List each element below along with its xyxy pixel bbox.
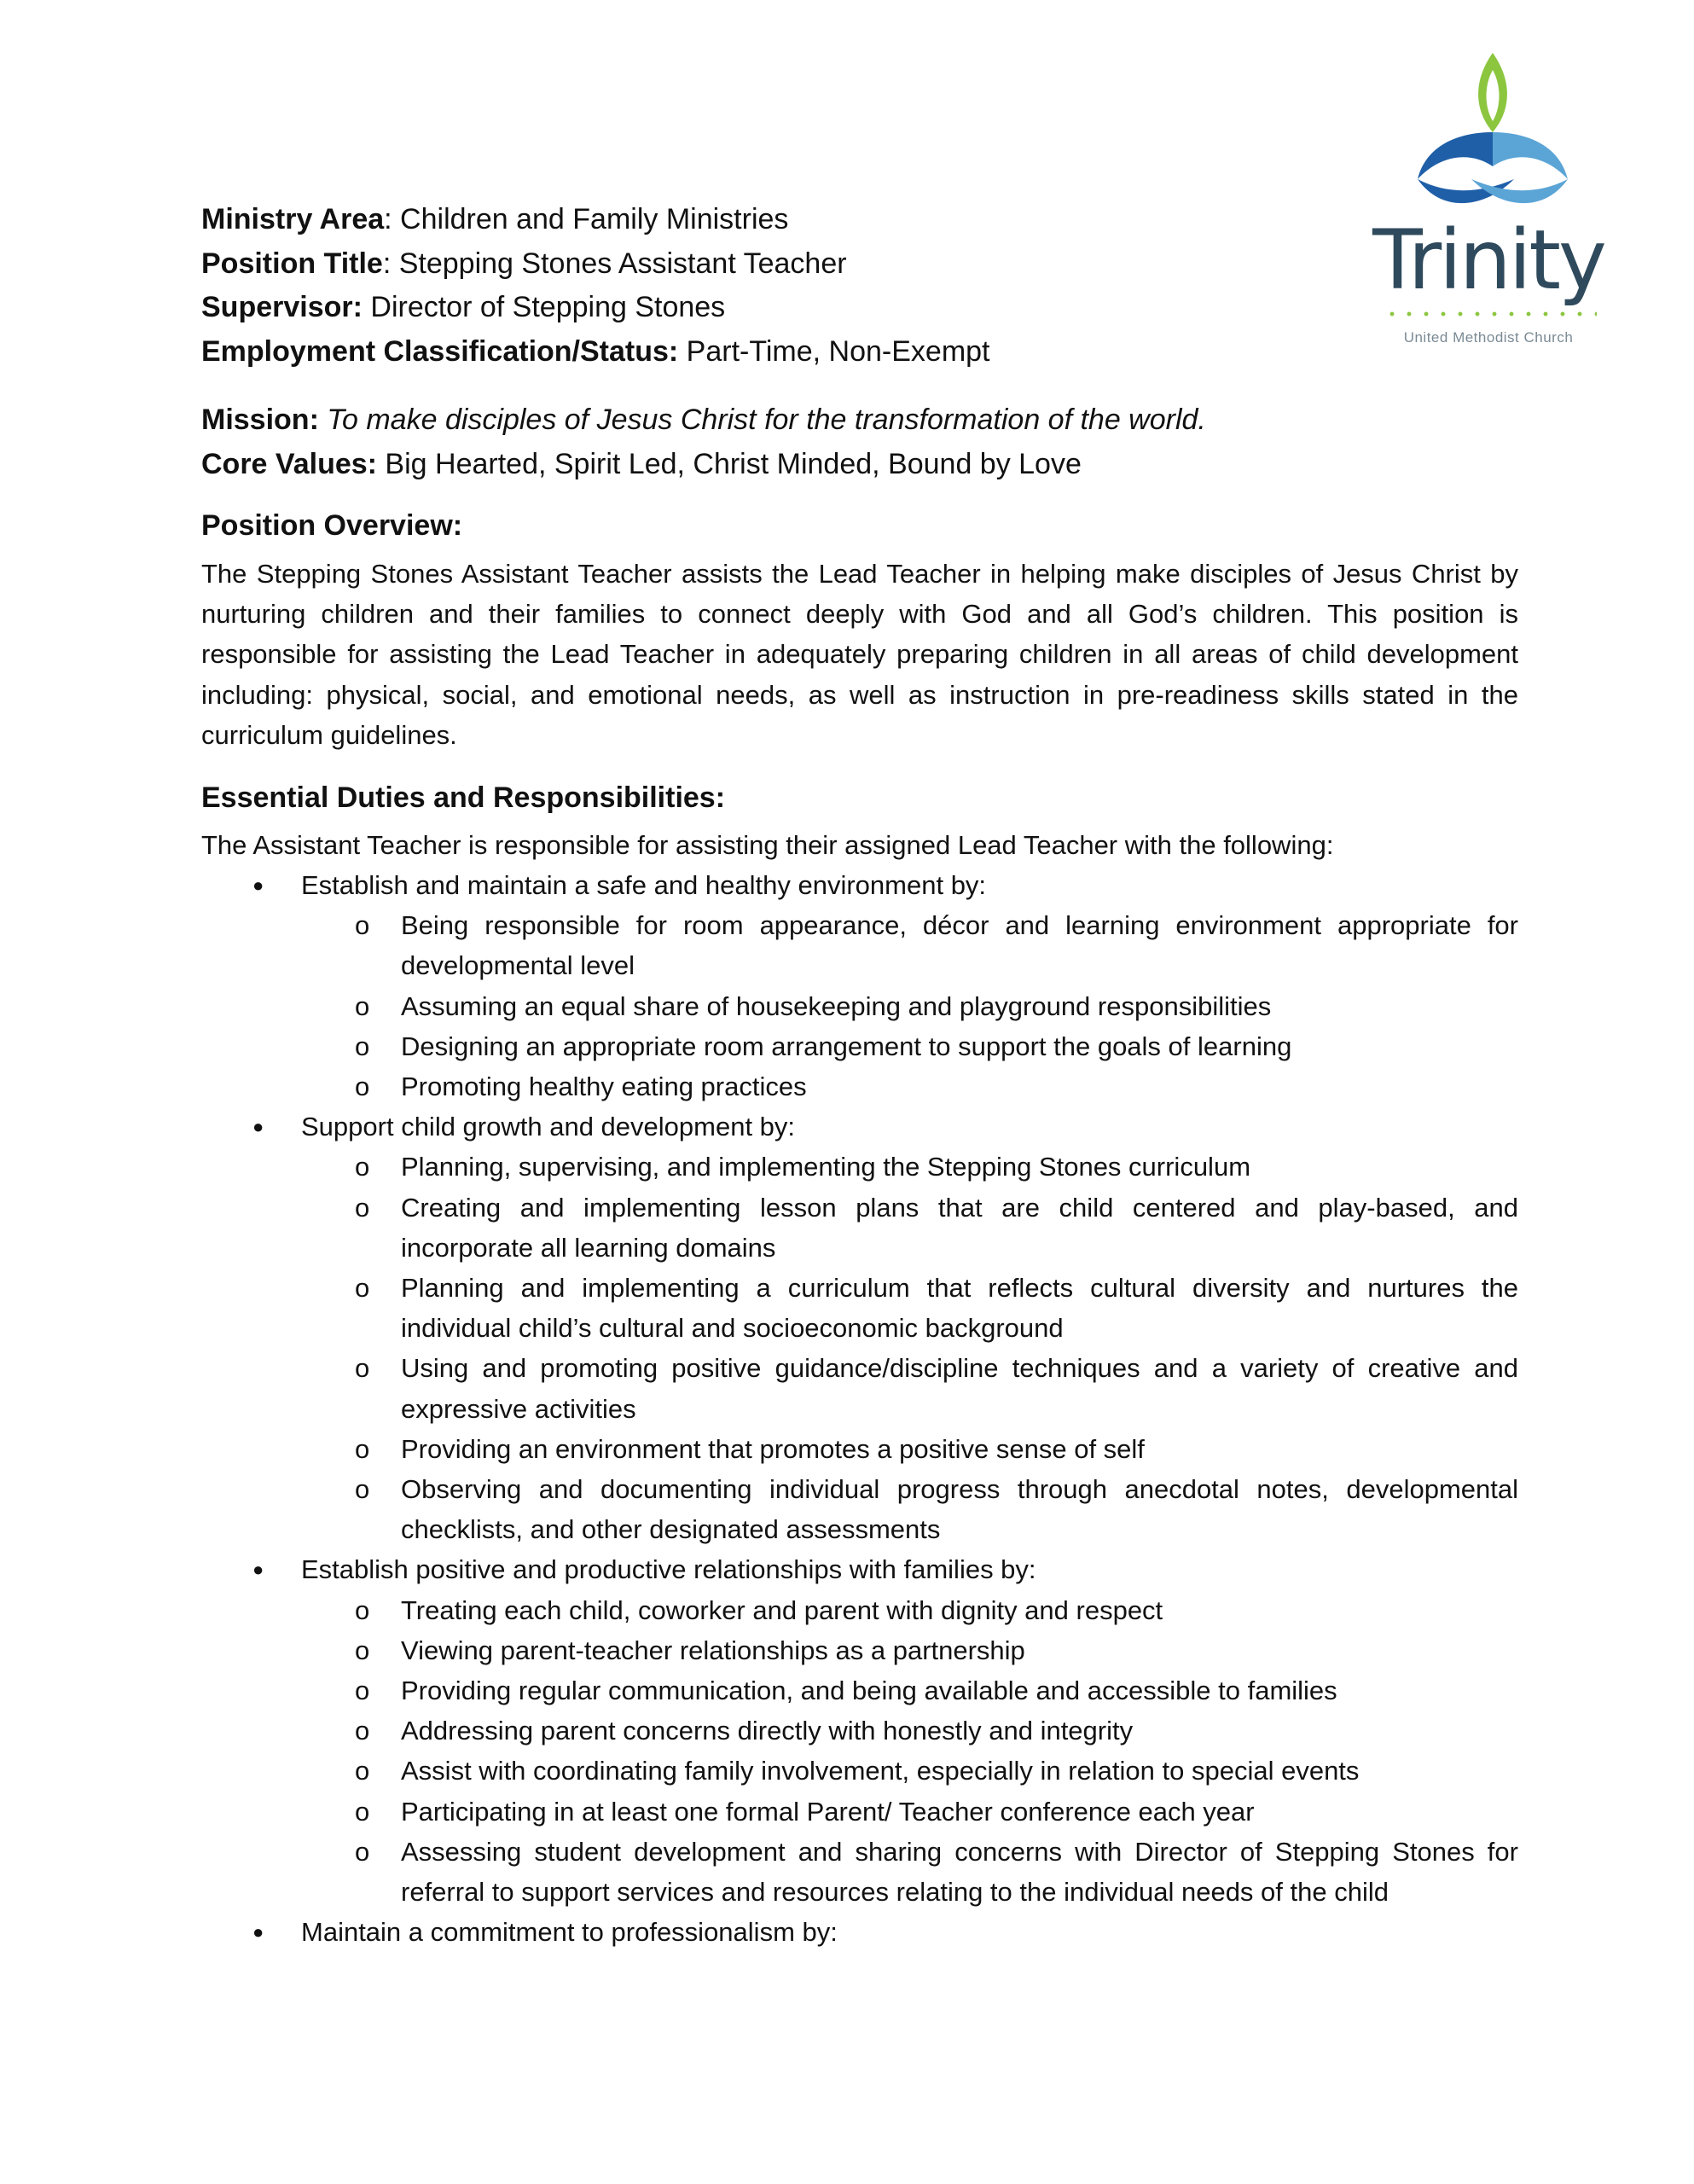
overview-paragraph: The Stepping Stones Assistant Teacher assists the Lead Teacher in helping make disciples of Jesus Christ by nurturing children and their families to connect deeply with God and all God’s children. This position is responsible for assisting the Lead Teacher in adequately preparing children in all areas of child development including: physical, social, and emotional needs, as well as instruction in pre-readiness skills stated in the curriculum guidelines. [201,559,1518,750]
logo-wordmark: Trinity [1372,212,1604,308]
mission-label: Mission: [201,404,319,436]
sub-list-item [201,1630,1518,1670]
circle-bullet-icon: o [355,910,370,941]
bullet-icon: ● [252,874,264,896]
sub-item-text: Addressing parent concerns directly with honestly and integrity [401,1716,1134,1746]
supervisor-label: Supervisor: [201,291,363,323]
circle-bullet-icon: o [355,1635,370,1665]
sub-item-text: Planning and implementing a curriculum that reflects cultural diversity and nurtures the individual child’s cultural and socioeconomic background [401,1273,1518,1344]
circle-bullet-icon: o [355,1676,370,1706]
ministry-area-row [201,198,990,242]
ministry-area-value: : Children and Family Ministries [384,203,789,235]
sub-item-text: Providing an environment that promotes a positive sense of self [401,1433,1145,1464]
position-title-label: Position Title [201,247,383,280]
circle-bullet-icon: o [355,1474,370,1505]
sub-item-text: Being responsible for room appearance, décor and learning environment appropriate for developmental level [401,910,1518,981]
sub-list-item [201,1188,1518,1268]
sub-item-text: Planning, supervising, and implementing the Stepping Stones curriculum [401,1152,1251,1182]
job-header [201,198,990,374]
logo-dotted-rule [1384,311,1597,317]
circle-bullet-icon: o [355,1796,370,1827]
circle-bullet-icon: o [355,990,370,1021]
list-item [201,1549,1518,1589]
duty-label: Support child growth and development by: [301,1112,796,1142]
sub-list-item [201,986,1518,1026]
classification-value: Part-Time, Non-Exempt [678,334,990,368]
bullet-icon: ● [252,1559,264,1581]
sub-list-item [201,1670,1518,1711]
duties-heading: Essential Duties and Responsibilities: [201,781,726,814]
mission-row [201,398,1206,443]
circle-bullet-icon: o [355,1031,370,1061]
duty-label: Maintain a commitment to professionalism by: [301,1917,838,1948]
circle-bullet-icon: o [355,1072,370,1102]
bullet-icon: ● [252,1921,264,1943]
sub-list-item [201,1751,1518,1791]
list-item [201,865,1518,905]
duties-intro: The Assistant Teacher is responsible for assisting their assigned Lead Teacher with the following: [201,830,1334,860]
mission-block [201,398,1206,486]
sub-list-item [201,1066,1518,1107]
sub-list-item [201,1429,1518,1469]
mission-value: To make disciples of Jesus Christ for the transformation of the world. [318,404,1206,436]
circle-bullet-icon: o [355,1594,370,1625]
circle-bullet-icon: o [355,1273,370,1304]
sub-item-text: Designing an appropriate room arrangement to support the goals of learning [401,1031,1292,1061]
sub-item-text: Providing regular communication, and being available and accessible to families [401,1676,1337,1706]
sub-list-item [201,905,1518,985]
core-values-value: Big Hearted, Spirit Led, Christ Minded, Bound by Love [376,447,1082,480]
supervisor-value: Director of Stepping Stones [362,291,726,323]
sub-item-text: Creating and implementing lesson plans that are child centered and play-based, and incorporate all learning domains [401,1192,1518,1263]
sub-list-item [201,1469,1518,1549]
circle-bullet-icon: o [355,1836,370,1867]
core-values-label: Core Values: [201,447,377,480]
trinity-knot-icon [1356,51,1629,222]
sub-list-item [201,1348,1518,1428]
duties-list [201,865,1518,1952]
list-item [201,1107,1518,1147]
sub-list-item [201,1268,1518,1348]
circle-bullet-icon: o [355,1192,370,1223]
sub-item-text: Observing and documenting individual progress through anecdotal notes, developmental checklists, and other designated assessments [401,1474,1518,1545]
sub-item-text: Assist with coordinating family involvement, especially in relation to special events [401,1756,1360,1786]
sub-item-text: Using and promoting positive guidance/discipline techniques and a variety of creative and expressive activities [401,1353,1518,1424]
sub-list-item [201,1147,1518,1187]
sub-list-item [201,1026,1518,1066]
sub-item-text: Treating each child, coworker and parent with dignity and respect [401,1594,1163,1625]
classification-label: Employment Classification/Status: [201,334,679,368]
circle-bullet-icon: o [355,1433,370,1464]
sub-item-text: Promoting healthy eating practices [401,1072,807,1102]
sub-item-text: Assessing student development and sharing concerns with Director of Stepping Stones for referral to support services and resources relating to the individual needs of the child [401,1836,1518,1908]
sub-list-item [201,1590,1518,1630]
supervisor-row [201,286,990,330]
trinity-logo [1356,51,1629,346]
duty-label: Establish and maintain a safe and healthy environment by: [301,870,987,900]
list-item [201,1912,1518,1952]
sub-item-text: Viewing parent-teacher relationships as a partnership [401,1635,1025,1665]
bullet-icon: ● [252,1116,264,1138]
sub-item-text: Assuming an equal share of housekeeping and playground responsibilities [401,990,1272,1021]
position-title-row [201,242,990,287]
overview-heading: Position Overview: [201,509,463,542]
sub-list-item [201,1711,1518,1751]
ministry-area-label: Ministry Area [201,203,385,235]
position-title-value: : Stepping Stones Assistant Teacher [382,247,847,280]
circle-bullet-icon: o [355,1716,370,1746]
sub-list-item [201,1792,1518,1832]
classification-row [201,330,990,375]
logo-subtitle: United Methodist Church [1403,329,1574,346]
circle-bullet-icon: o [355,1756,370,1786]
core-values-row [201,443,1206,487]
circle-bullet-icon: o [355,1353,370,1384]
sub-list-item [201,1832,1518,1912]
duty-label: Establish positive and productive relationships with families by: [301,1554,1036,1585]
sub-item-text: Participating in at least one formal Parent/ Teacher conference each year [401,1796,1255,1827]
circle-bullet-icon: o [355,1152,370,1182]
